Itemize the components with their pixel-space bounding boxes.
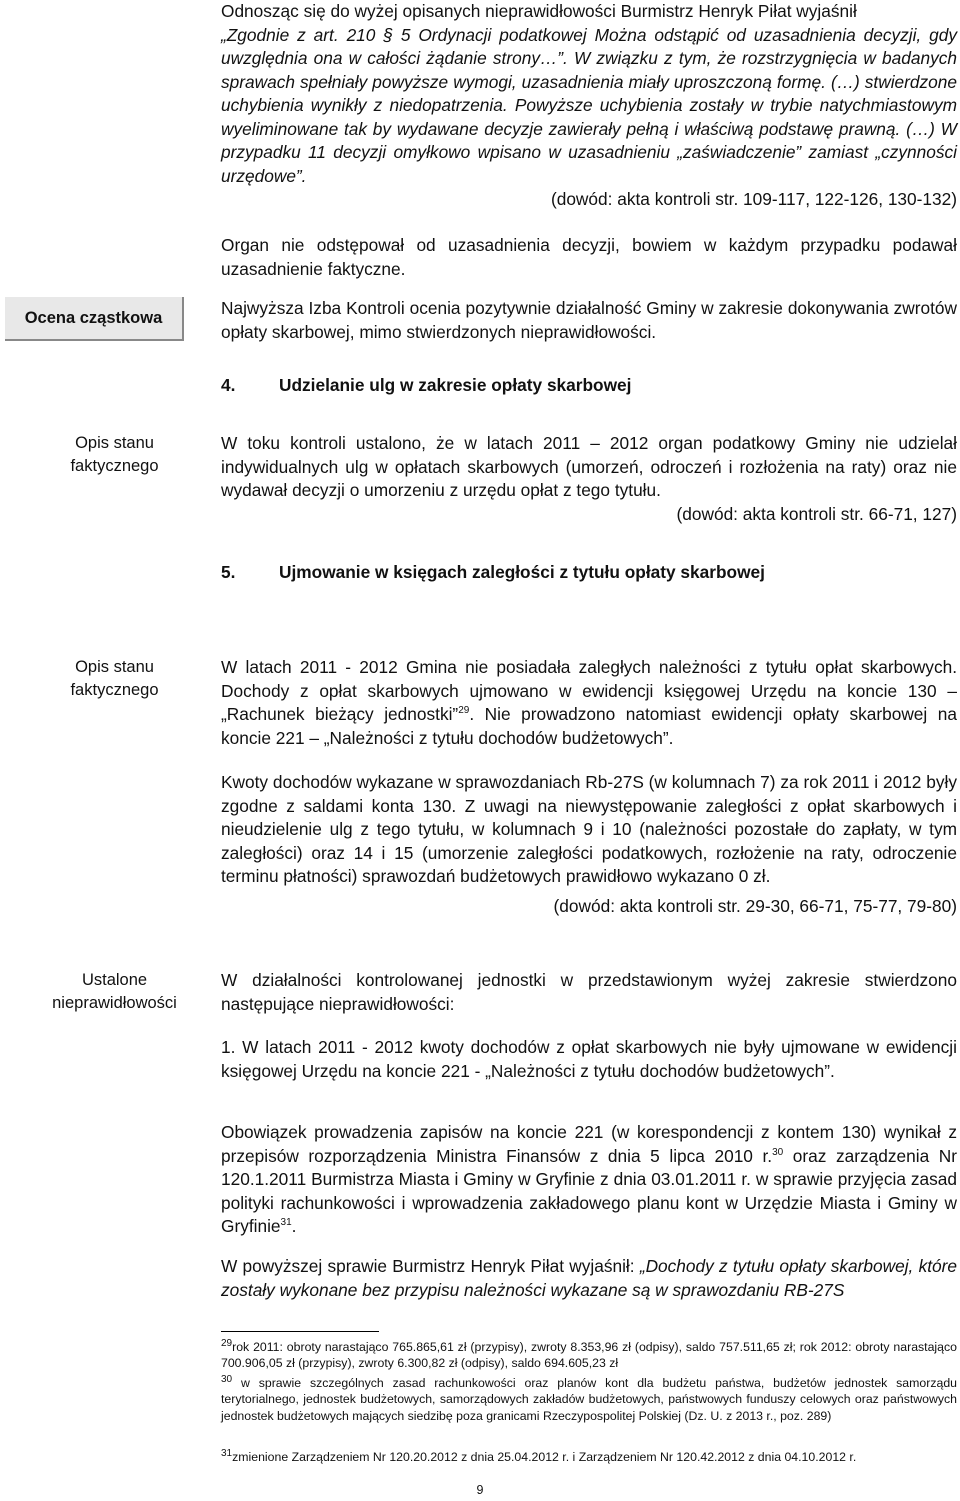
section-5-p5-text-cont: oraz zarządzenia Nr 120.1.2011 Burmistrza Miasta i Gminy w Gryfinie z dnia 03.01.2011 r. w sprawie przyjęcia zasad polityki rachunkowości i wprowadzenia zakładowego planu kont w Urzędzie Miasta i Gminy w Gryfinie: [221, 1145, 957, 1236]
evidence-ref-1: (dowód: akta kontroli str. 109-117, 122-126, 130-132): [550, 189, 957, 209]
evidence-ref-3: (dowód: akta kontroli str. 29-30, 66-71, 75-77, 79-80): [553, 895, 957, 916]
footnote-29: [221, 1339, 957, 1372]
section-5-p2: [221, 771, 957, 918]
section-5-p4: 1. W latach 2011 - 2012 kwoty dochodów z opłat skarbowych nie były ujmowane w ewidencji księgowej Urzędu na koncie 221 - „Należności z tytułu dochodów budżetowych”.: [221, 1037, 957, 1081]
footnote-31-number: 31: [221, 1447, 233, 1459]
footnote-30-text: w sprawie szczególnych zasad rachunkowości oraz planów kont dla budżetu państwa, budżetów jednostek samorządu terytorialnego, jednostek budżetowych, samorządowych zakładów budżetowych, państwowych funduszy celowych oraz państwowych jednostek budżetowych mających siedzibę poza granicami Rzeczypospolitej Polskiej (Dz. U. z 2013 r., poz. 289): [221, 1376, 957, 1423]
side-label-ustalone: Ustalone nieprawidłowości: [52, 971, 177, 1012]
footnote-31-text: zmienione Zarządzeniem Nr 120.20.2012 z dnia 25.04.2012 r. i Zarządzeniem Nr 120.42.2012 z dnia 04.10.2012 r.: [232, 1450, 857, 1464]
section-5-p6-quote: „Dochody z tytułu opłaty skarbowej, które zostały wykonane bez przypisu należności wykazane są w sprawozdaniu RB-27S: [221, 1256, 957, 1300]
side-label-opis-4: Opis stanu faktycznego: [70, 434, 159, 475]
footnote-31: [221, 1449, 957, 1465]
footnote-30-number: 30: [221, 1373, 233, 1385]
section-5-number: 5.: [221, 562, 236, 582]
footnote-29-text: rok 2011: obroty narastająco 765.865,61 zł (przypisy), zwroty 8.353,96 zł (odpisy), saldo 757.511,65 zł; rok 2012: obroty narastająco 700.906,05 zł (przypisy), zwroty 6.300,82 zł (odpisy), saldo 694.605,23 zł: [221, 1340, 957, 1371]
organ-paragraph: Organ nie odstępował od uzasadnienia decyzji, bowiem w każdym przypadku podawał uzasadnienie faktyczne.: [221, 235, 957, 279]
section-5-title: Ujmowanie w księgach zaległości z tytułu opłaty skarbowej: [279, 562, 765, 582]
page-number: 9: [476, 1483, 484, 1497]
section-5-p5-end: .: [291, 1216, 297, 1236]
section-5-p3: W działalności kontrolowanej jednostki w przedstawionym wyżej zakresie stwierdzono następujące nieprawidłowości:: [221, 970, 957, 1014]
footnote-ref-29[interactable]: 29: [458, 705, 470, 717]
section-5-p5: [221, 1121, 957, 1239]
section-5-p2-text: Kwoty dochodów wykazane w sprawozdaniach Rb-27S (w kolumnach 7) za rok 2011 i 2012 były zgodne z saldami konta 130. Z uwagi na niewystępowanie zaległości z opłat skarbowych i nieudzielenie ulg z tego tytułu, w kolumnach 9 i 10 (należności pozostałe do zapłaty, w tym zaległości) oraz 14 i 15 (umorzenie zaległości podatkowych, rozłożenie na raty, odroczenie terminu płatności) sprawozdań budżetowych prawidłowo wykazano 0 zł.: [221, 772, 957, 886]
footnote-30: [221, 1375, 957, 1424]
section-5-p6: [221, 1255, 957, 1302]
section-4-paragraph: W toku kontroli ustalono, że w latach 2011 – 2012 organ podatkowy Gminy nie udzielał indywidualnych ulg w opłatach skarbowych (umorzeń, odroczeń i rozłożenia na raty) oraz nie wydawał decyzji o umorzeniu z urzędu opłat z tego tytułu.: [221, 433, 957, 500]
section-4-number: 4.: [221, 375, 236, 395]
footnote-ref-31[interactable]: 31: [280, 1217, 292, 1229]
section-4-text: [221, 432, 957, 526]
section-5-p1-text: W latach 2011 - 2012 Gmina nie posiadała zaległych należności z tytułu opłat skarbowych. Dochody z opłat skarbowych ujmowano w ewidencji księgowej Urzędu na koncie 130 – „Rachunek bieżący jednostki”: [221, 657, 957, 724]
intro-line: Odnosząc się do wyżej opisanych nieprawidłowości Burmistrz Henryk Piłat wyjaśnił: [221, 1, 857, 21]
section-5-p1: [221, 656, 957, 750]
section-5-p1-text-cont: . Nie prowadzono natomiast ewidencji opłaty skarbowej na koncie 221 – „Należności z tytułu dochodów budżetowych”.: [221, 704, 958, 748]
section-5-heading: [221, 561, 957, 585]
section-4-title: Udzielanie ulg w zakresie opłaty skarbowej: [279, 375, 632, 395]
side-label-opis-5: Opis stanu faktycznego: [70, 658, 159, 699]
section-4-heading: [221, 374, 957, 398]
footnote-ref-30[interactable]: 30: [772, 1146, 784, 1158]
ocena-text: Najwyższa Izba Kontroli ocenia pozytywnie działalność Gminy w zakresie dokonywania zwrotów opłaty skarbowej, mimo stwierdzonych nieprawidłowości.: [221, 298, 957, 342]
ocena-label-box: Ocena cząstkowa: [5, 297, 184, 341]
section-5-p5-text: Obowiązek prowadzenia zapisów na koncie 221 (w korespondencji z kontem 130) wynikał z przepisów rozporządzenia Ministra Finansów z dnia 5 lipca 2010 r.: [221, 1122, 957, 1166]
footnote-separator: [221, 1331, 379, 1332]
top-paragraph: [221, 0, 957, 212]
quote-explanation: „Zgodnie z art. 210 § 5 Ordynacji podatkowej Można odstąpić od uzasadnienia decyzji, gdy uwzględnia ona w całości żądanie strony…”. W związku z tym, że rozstrzygnięcia w badanych sprawach spełniały powyższe wymogi, uzasadnienia miały uproszczoną formę. (…) stwierdzone uchybienia wynikły z niedopatrzenia. Powyższe uchybienia zostały w trybie natychmiastowym wyeliminowane tak by wydawane decyzje zawierały pełną i właściwą podstawę prawną. (…) W przypadku 11 decyzji omyłkowo wpisano w uzasadnieniu „zaświadczenie” zamiast „czynności urzędowe”.: [221, 24, 957, 186]
evidence-ref-2: (dowód: akta kontroli str. 66-71, 127): [676, 503, 957, 524]
footnote-29-number: 29: [221, 1337, 233, 1349]
section-5-p6-text: W powyższej sprawie Burmistrz Henryk Piłat wyjaśnił:: [221, 1256, 640, 1276]
